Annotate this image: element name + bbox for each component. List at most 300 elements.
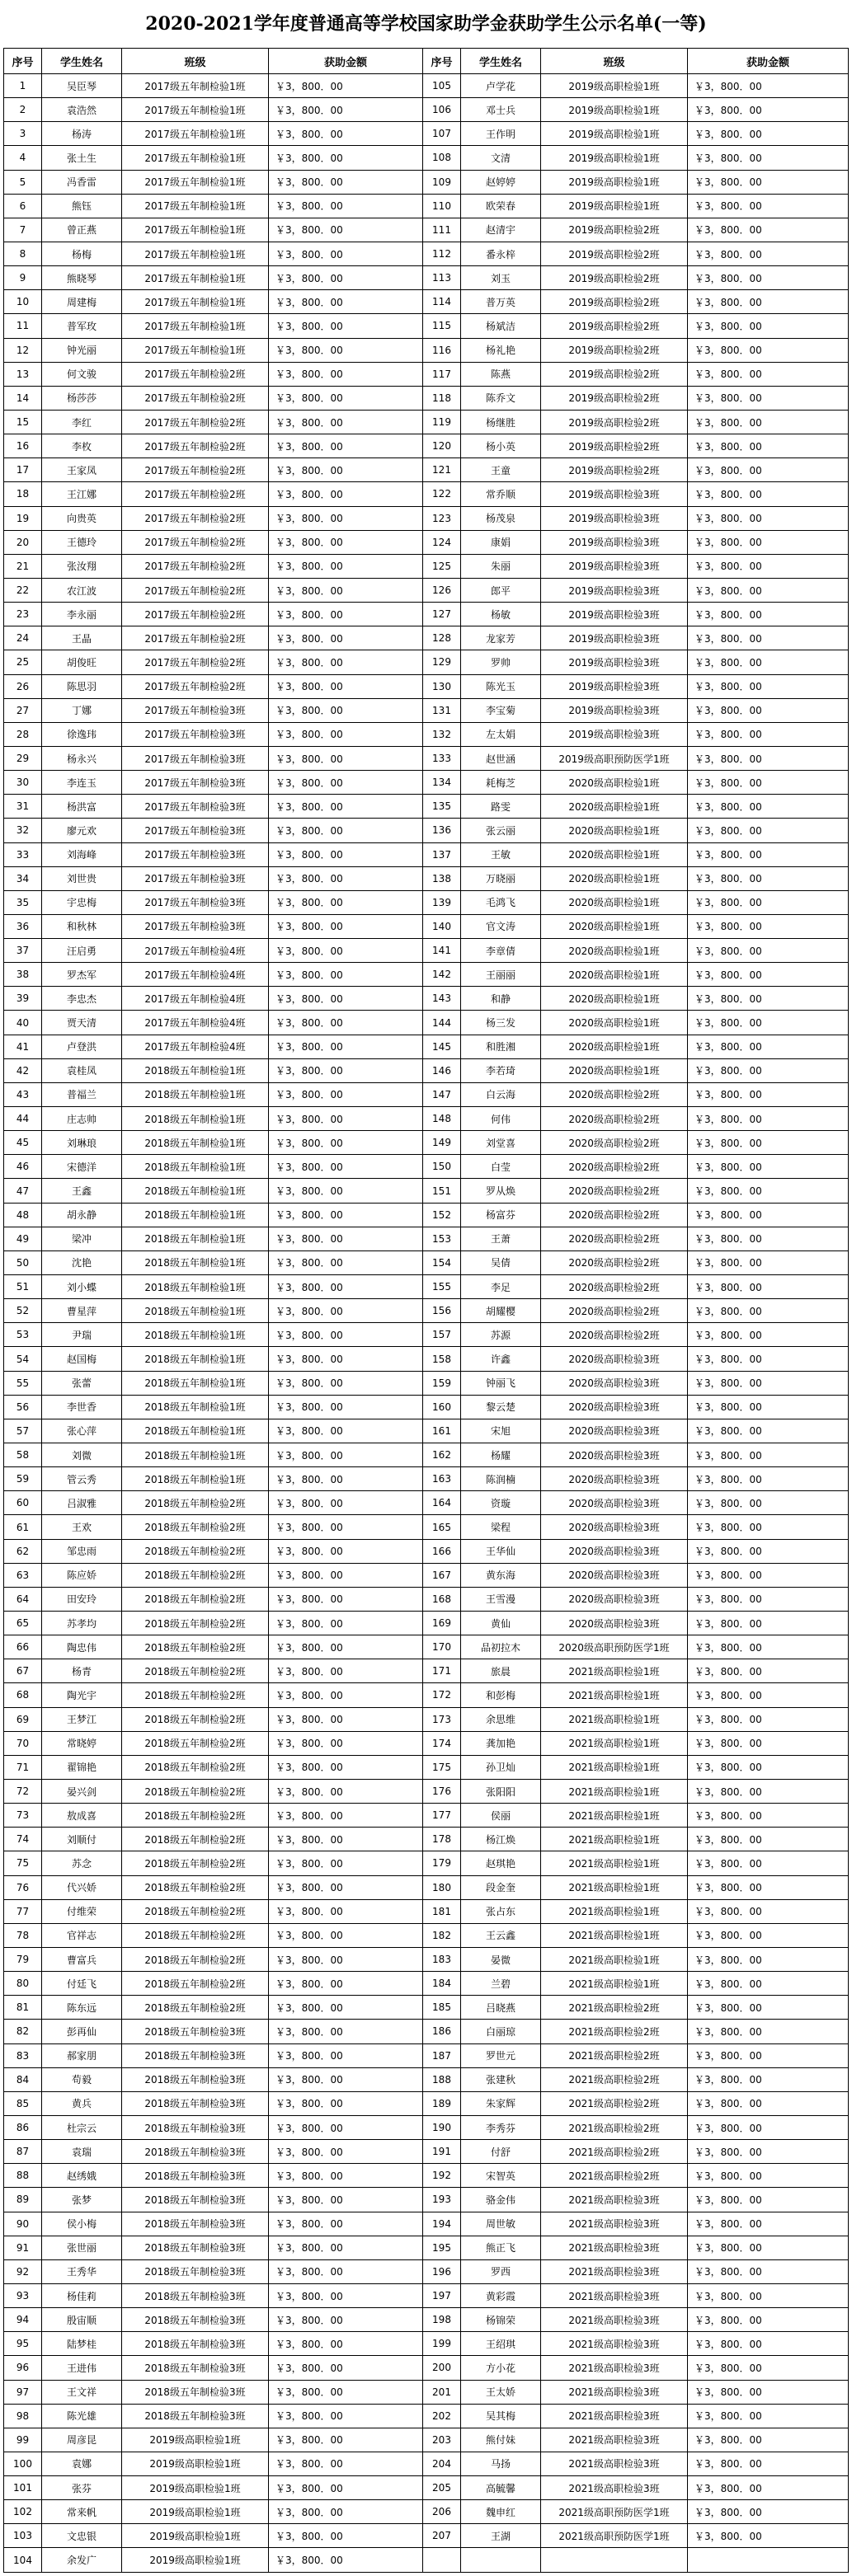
class-cell: 2019级高职检验1班 <box>122 2476 269 2500</box>
index-cell: 19 <box>4 506 42 530</box>
index-cell: 11 <box>4 314 42 338</box>
index-cell: 153 <box>423 1227 461 1250</box>
amount-cell: ￥3，800．00 <box>688 2380 849 2404</box>
index-cell: 99 <box>4 2428 42 2452</box>
index-cell: 26 <box>4 674 42 698</box>
amount-cell: ￥3，800．00 <box>269 458 423 482</box>
amount-cell: ￥3，800．00 <box>688 554 849 578</box>
table-row <box>4 1203 849 1227</box>
student-name-cell: 李若琦 <box>461 1058 541 1082</box>
student-name-cell: 王湖 <box>461 2524 541 2548</box>
index-cell: 155 <box>423 1275 461 1299</box>
amount-cell: ￥3，800．00 <box>269 1587 423 1611</box>
index-cell: 148 <box>423 1107 461 1131</box>
index-cell: 173 <box>423 1707 461 1731</box>
amount-cell: ￥3，800．00 <box>688 2259 849 2283</box>
student-name-cell: 王丽丽 <box>461 963 541 987</box>
student-name-cell: 常来帆 <box>42 2500 122 2524</box>
student-name-cell: 路雯 <box>461 795 541 819</box>
student-name-cell: 陈燕 <box>461 362 541 386</box>
amount-cell: ￥3，800．00 <box>688 1155 849 1179</box>
index-cell: 1 <box>4 74 42 98</box>
index-cell: 202 <box>423 2404 461 2428</box>
index-cell: 52 <box>4 1299 42 1323</box>
table-row <box>4 1779 849 1803</box>
index-cell: 48 <box>4 1203 42 1227</box>
table-row <box>4 74 849 98</box>
table-row <box>4 2428 849 2452</box>
index-cell: 131 <box>423 698 461 722</box>
student-name-cell: 王敏 <box>461 842 541 866</box>
class-cell: 2021级高职检验1班 <box>541 1828 688 1851</box>
class-cell: 2017级五年制检验2班 <box>122 410 269 434</box>
table-row <box>4 1058 849 1082</box>
amount-cell: ￥3，800．00 <box>688 2404 849 2428</box>
index-cell: 156 <box>423 1299 461 1323</box>
amount-cell: ￥3，800．00 <box>688 795 849 819</box>
amount-cell: ￥3，800．00 <box>688 2283 849 2307</box>
index-cell: 43 <box>4 1082 42 1106</box>
class-cell: 2019级高职检验2班 <box>541 434 688 458</box>
student-name-cell: 代兴娇 <box>42 1875 122 1899</box>
amount-cell: ￥3，800．00 <box>688 914 849 938</box>
class-cell: 2018级五年制检验3班 <box>122 2188 269 2212</box>
class-cell: 2019级高职检验2班 <box>541 410 688 434</box>
class-cell: 2018级五年制检验3班 <box>122 2212 269 2236</box>
table-row <box>4 1659 849 1683</box>
class-cell: 2021级高职检验3班 <box>541 2212 688 2236</box>
table-row <box>4 1299 849 1323</box>
table-row <box>4 963 849 987</box>
class-cell: 2018级五年制检验1班 <box>122 1107 269 1131</box>
amount-cell: ￥3，800．00 <box>269 314 423 338</box>
student-name-cell: 王云鑫 <box>461 1923 541 1947</box>
index-cell: 116 <box>423 338 461 362</box>
class-cell: 2021级高职检验1班 <box>541 1659 688 1683</box>
class-cell: 2018级五年制检验2班 <box>122 1972 269 1996</box>
class-cell: 2020级高职检验3班 <box>541 1443 688 1467</box>
amount-cell: ￥3，800．00 <box>269 842 423 866</box>
class-cell: 2019级高职检验3班 <box>541 482 688 506</box>
class-cell: 2018级五年制检验1班 <box>122 1395 269 1419</box>
index-cell: 117 <box>423 362 461 386</box>
class-cell: 2019级高职检验2班 <box>541 362 688 386</box>
amount-cell: ￥3，800．00 <box>269 1972 423 1996</box>
student-name-cell: 苏孝均 <box>42 1612 122 1635</box>
class-cell: 2020级高职检验3班 <box>541 1347 688 1371</box>
table-row <box>4 2476 849 2500</box>
student-name-cell: 熊付妹 <box>461 2428 541 2452</box>
amount-cell: ￥3，800．00 <box>688 2140 849 2164</box>
student-name-cell: 王德玲 <box>42 530 122 554</box>
index-cell: 22 <box>4 578 42 602</box>
class-cell: 2018级五年制检验3班 <box>122 2067 269 2091</box>
student-name-cell: 吴倩 <box>461 1250 541 1274</box>
class-cell: 2017级五年制检验3班 <box>122 914 269 938</box>
table-row <box>4 530 849 554</box>
class-cell: 2018级五年制检验1班 <box>122 1250 269 1274</box>
class-cell: 2018级五年制检验1班 <box>122 1419 269 1443</box>
amount-cell: ￥3，800．00 <box>688 434 849 458</box>
class-cell: 2019级高职检验3班 <box>541 650 688 674</box>
index-cell: 42 <box>4 1058 42 1082</box>
student-name-cell: 张蕾 <box>42 1371 122 1395</box>
table-row <box>4 1323 849 1347</box>
index-cell: 89 <box>4 2188 42 2212</box>
index-cell: 201 <box>423 2380 461 2404</box>
class-cell: 2019级高职检验1班 <box>122 2452 269 2475</box>
index-cell: 46 <box>4 1155 42 1179</box>
class-cell: 2017级五年制检验4班 <box>122 987 269 1011</box>
class-cell: 2017级五年制检验1班 <box>122 146 269 170</box>
index-cell: 126 <box>423 578 461 602</box>
amount-cell: ￥3，800．00 <box>269 506 423 530</box>
student-name-cell: 李世香 <box>42 1395 122 1419</box>
amount-cell: ￥3，800．00 <box>269 914 423 938</box>
student-name-cell: 赵婷婷 <box>461 170 541 194</box>
student-name-cell: 卢学花 <box>461 74 541 98</box>
class-cell: 2018级五年制检验2班 <box>122 1659 269 1683</box>
student-name-cell: 沈艳 <box>42 1250 122 1274</box>
table-row <box>4 2332 849 2356</box>
student-name-cell: 熊钰 <box>42 194 122 218</box>
table-row <box>4 1275 849 1299</box>
index-cell: 140 <box>423 914 461 938</box>
index-cell: 72 <box>4 1779 42 1803</box>
student-name-cell: 曹富兵 <box>42 1947 122 1971</box>
amount-cell: ￥3，800．00 <box>688 2332 849 2356</box>
student-name-cell: 梁程 <box>461 1515 541 1539</box>
student-name-cell: 刘玉 <box>461 266 541 290</box>
amount-cell: ￥3，800．00 <box>269 2548 423 2573</box>
amount-cell: ￥3，800．00 <box>688 1587 849 1611</box>
student-name-cell: 龚加艳 <box>461 1731 541 1755</box>
class-cell: 2021级高职检验2班 <box>541 2140 688 2164</box>
index-cell: 35 <box>4 890 42 914</box>
amount-cell: ￥3，800．00 <box>688 1491 849 1515</box>
index-cell: 80 <box>4 1972 42 1996</box>
student-name-cell: 白丽琼 <box>461 2020 541 2043</box>
index-cell: 98 <box>4 2404 42 2428</box>
index-cell: 121 <box>423 458 461 482</box>
class-cell: 2018级五年制检验1班 <box>122 1371 269 1395</box>
table-row <box>4 746 849 770</box>
amount-cell: ￥3，800．00 <box>688 1058 849 1082</box>
amount-cell: ￥3，800．00 <box>269 1851 423 1875</box>
class-cell: 2021级高职检验1班 <box>541 1755 688 1779</box>
class-cell: 2017级五年制检验1班 <box>122 290 269 314</box>
header-name: 学生姓名 <box>42 49 122 74</box>
table-row <box>4 1563 849 1587</box>
student-name-cell: 陈光雄 <box>42 2404 122 2428</box>
index-cell: 195 <box>423 2236 461 2259</box>
index-cell: 132 <box>423 722 461 746</box>
index-cell: 171 <box>423 1659 461 1683</box>
amount-cell: ￥3，800．00 <box>688 1227 849 1250</box>
index-cell: 103 <box>4 2524 42 2548</box>
amount-cell: ￥3，800．00 <box>269 2500 423 2524</box>
table-row <box>4 2283 849 2307</box>
class-cell: 2018级五年制检验2班 <box>122 1923 269 1947</box>
amount-cell: ￥3，800．00 <box>688 458 849 482</box>
class-cell: 2021级高职检验3班 <box>541 2188 688 2212</box>
amount-cell: ￥3，800．00 <box>688 146 849 170</box>
class-cell: 2021级高职检验1班 <box>541 1731 688 1755</box>
table-row <box>4 2212 849 2236</box>
class-cell: 2021级高职检验1班 <box>541 1875 688 1899</box>
index-cell: 37 <box>4 939 42 963</box>
header-name: 学生姓名 <box>461 49 541 74</box>
class-cell: 2019级高职检验3班 <box>541 578 688 602</box>
index-cell: 27 <box>4 698 42 722</box>
table-row <box>4 2500 849 2524</box>
student-name-cell: 付维荣 <box>42 1899 122 1923</box>
amount-cell: ￥3，800．00 <box>688 98 849 122</box>
index-cell: 74 <box>4 1828 42 1851</box>
student-name-cell: 陆梦桂 <box>42 2332 122 2356</box>
student-name-cell: 李连玉 <box>42 771 122 795</box>
index-cell: 193 <box>423 2188 461 2212</box>
student-name-cell: 王鑫 <box>42 1179 122 1203</box>
class-cell: 2018级五年制检验1班 <box>122 1323 269 1347</box>
index-cell: 104 <box>4 2548 42 2573</box>
student-name-cell: 王华仙 <box>461 1539 541 1563</box>
index-cell: 125 <box>423 554 461 578</box>
index-cell: 130 <box>423 674 461 698</box>
amount-cell: ￥3，800．00 <box>688 698 849 722</box>
index-cell: 84 <box>4 2067 42 2091</box>
index-cell: 118 <box>423 386 461 410</box>
student-name-cell: 李宝菊 <box>461 698 541 722</box>
class-cell: 2018级五年制检验2班 <box>122 1515 269 1539</box>
class-cell: 2020级高职检验1班 <box>541 795 688 819</box>
amount-cell: ￥3，800．00 <box>269 386 423 410</box>
student-name-cell: 王江娜 <box>42 482 122 506</box>
index-cell: 57 <box>4 1419 42 1443</box>
class-cell: 2020级高职检验3班 <box>541 1539 688 1563</box>
table-row <box>4 338 849 362</box>
class-cell: 2020级高职检验1班 <box>541 842 688 866</box>
index-cell: 111 <box>423 218 461 242</box>
index-cell: 167 <box>423 1563 461 1587</box>
amount-cell: ￥3，800．00 <box>688 2236 849 2259</box>
class-cell: 2018级五年制检验1班 <box>122 1467 269 1491</box>
index-cell: 54 <box>4 1347 42 1371</box>
amount-cell: ￥3，800．00 <box>269 987 423 1011</box>
index-cell: 17 <box>4 458 42 482</box>
table-row <box>4 1443 849 1467</box>
index-cell: 30 <box>4 771 42 795</box>
index-cell: 25 <box>4 650 42 674</box>
class-cell: 2019级高职检验2班 <box>541 386 688 410</box>
table-row <box>4 386 849 410</box>
amount-cell: ￥3，800．00 <box>269 74 423 98</box>
student-name-cell: 侯小梅 <box>42 2212 122 2236</box>
student-name-cell: 付廷飞 <box>42 1972 122 1996</box>
table-row <box>4 842 849 866</box>
index-cell: 18 <box>4 482 42 506</box>
table-row <box>4 362 849 386</box>
amount-cell: ￥3，800．00 <box>269 2356 423 2380</box>
amount-cell: ￥3，800．00 <box>688 1131 849 1155</box>
student-name-cell: 张占东 <box>461 1899 541 1923</box>
student-name-cell: 和胜湘 <box>461 1035 541 1058</box>
index-cell: 21 <box>4 554 42 578</box>
student-name-cell: 普万英 <box>461 290 541 314</box>
amount-cell: ￥3，800．00 <box>688 1443 849 1467</box>
table-row <box>4 2259 849 2283</box>
class-cell: 2021级高职检验1班 <box>541 1707 688 1731</box>
index-cell: 83 <box>4 2043 42 2067</box>
class-cell: 2020级高职检验3班 <box>541 1467 688 1491</box>
amount-cell: ￥3，800．00 <box>269 1899 423 1923</box>
index-cell: 13 <box>4 362 42 386</box>
table-row <box>4 2067 849 2091</box>
amount-cell: ￥3，800．00 <box>688 1203 849 1227</box>
table-row <box>4 1612 849 1635</box>
index-cell: 75 <box>4 1851 42 1875</box>
index-cell: 4 <box>4 146 42 170</box>
table-row <box>4 2524 849 2548</box>
class-cell: 2020级高职检验3班 <box>541 1612 688 1635</box>
class-cell: 2019级高职检验1班 <box>541 146 688 170</box>
class-cell: 2019级高职检验3班 <box>541 506 688 530</box>
amount-cell: ￥3，800．00 <box>688 1659 849 1683</box>
amount-cell: ￥3，800．00 <box>688 314 849 338</box>
table-row <box>4 1947 849 1971</box>
student-name-cell: 杨青 <box>42 1659 122 1683</box>
header-class: 班级 <box>122 49 269 74</box>
class-cell: 2018级五年制检验2班 <box>122 1755 269 1779</box>
student-name-cell: 邓士兵 <box>461 98 541 122</box>
student-name-cell: 官祥志 <box>42 1923 122 1947</box>
index-cell: 134 <box>423 771 461 795</box>
class-cell: 2018级五年制检验1班 <box>122 1155 269 1179</box>
student-name-cell: 田安玲 <box>42 1587 122 1611</box>
table-row <box>4 2236 849 2259</box>
index-cell: 38 <box>4 963 42 987</box>
index-cell: 29 <box>4 746 42 770</box>
empty-cell <box>423 2548 461 2573</box>
student-name-cell: 王进伟 <box>42 2356 122 2380</box>
class-cell: 2018级五年制检验2班 <box>122 1947 269 1971</box>
amount-cell: ￥3，800．00 <box>269 1923 423 1947</box>
student-name-cell: 王萧 <box>461 1227 541 1250</box>
index-cell: 177 <box>423 1804 461 1828</box>
student-name-cell: 殷宙顺 <box>42 2308 122 2332</box>
amount-cell: ￥3，800．00 <box>269 722 423 746</box>
class-cell: 2018级五年制检验1班 <box>122 1058 269 1082</box>
amount-cell: ￥3，800．00 <box>269 2043 423 2067</box>
student-name-cell: 何文骏 <box>42 362 122 386</box>
student-name-cell: 万晓丽 <box>461 866 541 890</box>
index-cell: 110 <box>423 194 461 218</box>
table-row <box>4 771 849 795</box>
amount-cell: ￥3，800．00 <box>269 963 423 987</box>
class-cell: 2020级高职预防医学1班 <box>541 1635 688 1659</box>
amount-cell: ￥3，800．00 <box>269 98 423 122</box>
class-cell: 2017级五年制检验2班 <box>122 506 269 530</box>
amount-cell: ￥3，800．00 <box>269 2212 423 2236</box>
index-cell: 183 <box>423 1947 461 1971</box>
class-cell: 2021级高职检验3班 <box>541 2380 688 2404</box>
amount-cell: ￥3，800．00 <box>269 1082 423 1106</box>
table-row <box>4 1467 849 1491</box>
amount-cell: ￥3，800．00 <box>269 122 423 146</box>
class-cell: 2017级五年制检验1班 <box>122 122 269 146</box>
student-name-cell: 耗梅芝 <box>461 771 541 795</box>
index-cell: 194 <box>423 2212 461 2236</box>
class-cell: 2017级五年制检验3班 <box>122 771 269 795</box>
class-cell: 2017级五年制检验4班 <box>122 963 269 987</box>
index-cell: 144 <box>423 1011 461 1035</box>
table-row <box>4 795 849 819</box>
student-name-cell: 农江波 <box>42 578 122 602</box>
index-cell: 172 <box>423 1683 461 1707</box>
class-cell: 2021级高职检验1班 <box>541 1947 688 1971</box>
index-cell: 5 <box>4 170 42 194</box>
student-name-cell: 兰碧 <box>461 1972 541 1996</box>
class-cell: 2018级五年制检验1班 <box>122 1203 269 1227</box>
index-cell: 79 <box>4 1947 42 1971</box>
amount-cell: ￥3，800．00 <box>688 1539 849 1563</box>
student-name-cell: 李章倩 <box>461 939 541 963</box>
class-cell: 2018级五年制检验2班 <box>122 1587 269 1611</box>
class-cell: 2020级高职检验1班 <box>541 914 688 938</box>
header-class: 班级 <box>541 49 688 74</box>
amount-cell: ￥3，800．00 <box>269 170 423 194</box>
student-name-cell: 周世敏 <box>461 2212 541 2236</box>
class-cell: 2017级五年制检验4班 <box>122 1011 269 1035</box>
table-row <box>4 2308 849 2332</box>
amount-cell: ￥3，800．00 <box>688 866 849 890</box>
class-cell: 2018级五年制检验2班 <box>122 1851 269 1875</box>
index-cell: 180 <box>423 1875 461 1899</box>
table-row <box>4 1707 849 1731</box>
index-cell: 107 <box>423 122 461 146</box>
student-name-cell: 刘微 <box>42 1443 122 1467</box>
class-cell: 2017级五年制检验2班 <box>122 362 269 386</box>
table-row <box>4 1082 849 1106</box>
amount-cell: ￥3，800．00 <box>688 987 849 1011</box>
table-row <box>4 1155 849 1179</box>
student-name-cell: 文忠银 <box>42 2524 122 2548</box>
amount-cell: ￥3，800．00 <box>688 1011 849 1035</box>
student-name-cell: 张芬 <box>42 2476 122 2500</box>
amount-cell: ￥3，800．00 <box>688 386 849 410</box>
index-cell: 101 <box>4 2476 42 2500</box>
class-cell: 2020级高职检验3班 <box>541 1587 688 1611</box>
amount-cell: ￥3，800．00 <box>688 2164 849 2188</box>
class-cell: 2017级五年制检验3班 <box>122 722 269 746</box>
class-cell: 2019级高职检验3班 <box>541 530 688 554</box>
table-row <box>4 1899 849 1923</box>
student-name-cell: 熊晓琴 <box>42 266 122 290</box>
class-cell: 2018级五年制检验2班 <box>122 1683 269 1707</box>
table-row <box>4 482 849 506</box>
index-cell: 204 <box>423 2452 461 2475</box>
class-cell: 2018级五年制检验2班 <box>122 1996 269 2020</box>
amount-cell: ￥3，800．00 <box>688 1899 849 1923</box>
recipient-table <box>3 48 849 2573</box>
student-name-cell: 杨礼艳 <box>461 338 541 362</box>
amount-cell: ￥3，800．00 <box>269 1539 423 1563</box>
header-index: 序号 <box>4 49 42 74</box>
index-cell: 71 <box>4 1755 42 1779</box>
table-row <box>4 218 849 242</box>
index-cell: 165 <box>423 1515 461 1539</box>
index-cell: 96 <box>4 2356 42 2380</box>
